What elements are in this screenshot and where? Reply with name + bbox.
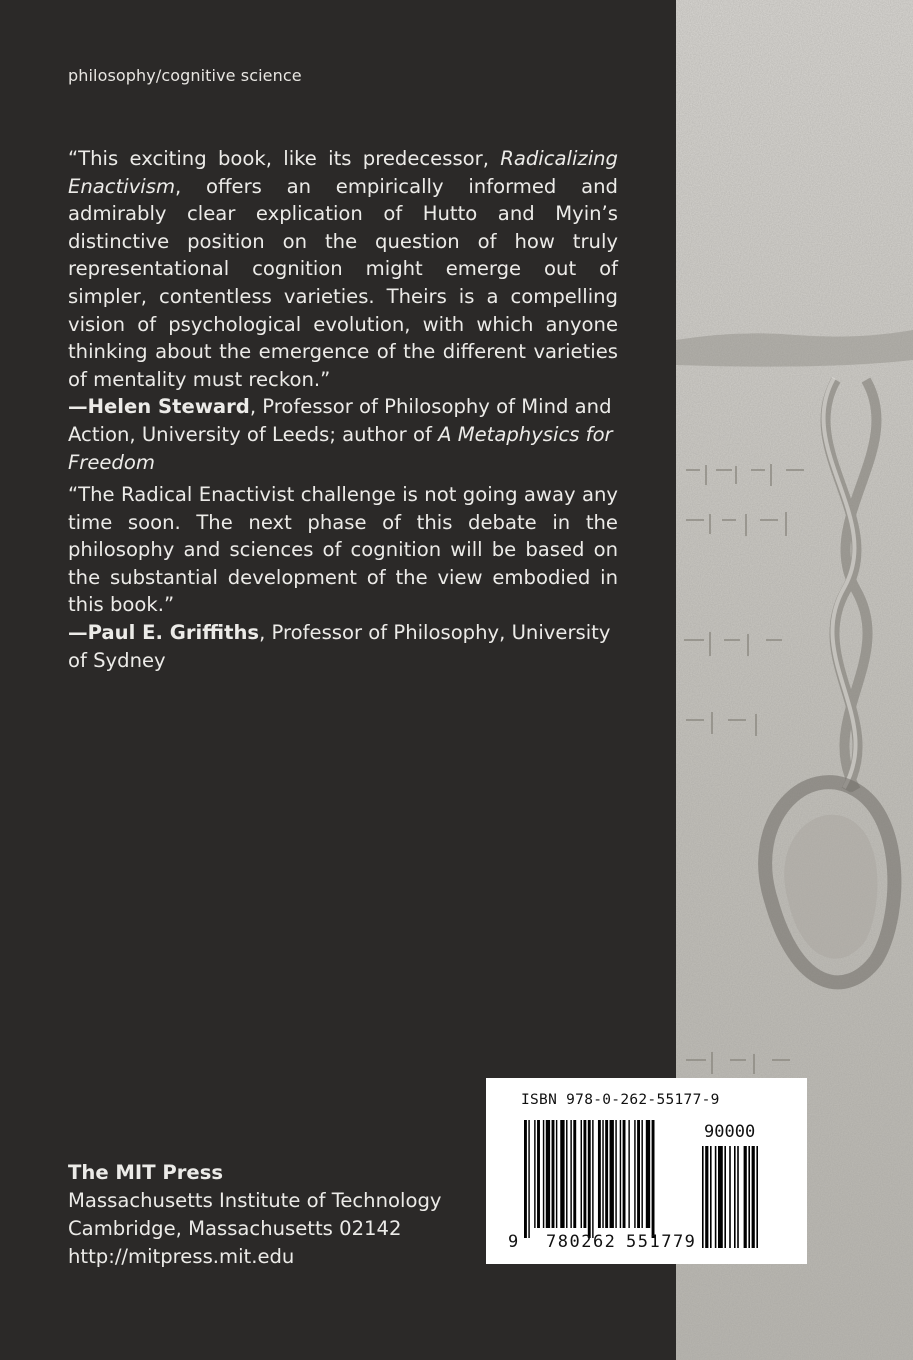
barcode-bar (641, 1120, 642, 1228)
isbn-barcode (486, 1078, 807, 1264)
addon-bar (715, 1146, 717, 1248)
addon-bar (724, 1146, 726, 1248)
quote-text: “The Radical Enactivist challenge is not going away any time soon. The next phase of this debate in the philosophy and sciences of cognition will be based on the substantial development of the view embodied in this book.” (68, 483, 618, 617)
addon-bar (705, 1146, 708, 1248)
addon-bar (718, 1146, 723, 1248)
barcode-bar (524, 1120, 527, 1238)
barcode-bar (560, 1120, 564, 1228)
review-quote-2 (68, 481, 618, 674)
review-quote-1 (68, 145, 618, 476)
barcode-bar (534, 1120, 535, 1228)
quote-title-italic: Radicalizing Enactivism (68, 147, 618, 198)
addon-bar (756, 1146, 758, 1248)
barcode-bar (628, 1120, 629, 1228)
barcode-bar (623, 1120, 626, 1228)
reviewer-name: —Helen Steward (68, 395, 250, 419)
barcode-bar (634, 1120, 635, 1228)
barcode-bar (528, 1120, 529, 1238)
barcode-bar (546, 1120, 550, 1228)
barcode-bar (552, 1120, 555, 1228)
barcode-bar (610, 1120, 614, 1228)
category-label: philosophy/cognitive science (68, 66, 302, 85)
addon-bar (710, 1146, 712, 1248)
addon-bar (737, 1146, 739, 1248)
quote-attribution (68, 619, 618, 674)
reviewer-affiliation: , Professor of Philosophy of Mind and Action, University of Leeds; author of (68, 395, 612, 446)
barcode-bar (620, 1120, 621, 1228)
barcode-bar (602, 1120, 603, 1228)
barcode-bar (570, 1120, 571, 1228)
barcode-bar (605, 1120, 608, 1228)
barcode-bar (566, 1120, 567, 1228)
addon-bar (748, 1146, 750, 1248)
reviewer-affiliation: , Professor of Philosophy, University of Sydney (68, 620, 611, 672)
ean-right-digits: 551779 (626, 1232, 697, 1252)
barcode-bar (646, 1120, 650, 1228)
publisher-info (68, 1159, 441, 1271)
reviewer-book-title: A Metaphysics for Freedom (68, 422, 613, 474)
barcode-bar (652, 1120, 655, 1238)
addon-bar (744, 1146, 747, 1248)
reviewer-name: —Paul E. Griffiths (68, 620, 260, 644)
barcode-bar (581, 1120, 582, 1228)
publisher-url: http://mitpress.mit.edu (68, 1245, 295, 1268)
barcode-bar (615, 1120, 616, 1228)
barcode-bar (592, 1120, 593, 1238)
barcode-bar (598, 1120, 601, 1228)
barcode-bar (543, 1120, 544, 1228)
price-code: 90000 (704, 1122, 756, 1142)
barcode-bar (588, 1120, 591, 1238)
publisher-address: Cambridge, Massachusetts 02142 (68, 1217, 402, 1240)
addon-bar (752, 1146, 755, 1248)
ean-first-digit: 9 (508, 1232, 519, 1252)
addon-bar (729, 1146, 731, 1248)
quote-attribution (68, 393, 618, 476)
barcode-bar (637, 1120, 640, 1228)
isbn-number: ISBN 978-0-262-55177-9 (521, 1092, 720, 1108)
barcode-bar (583, 1120, 586, 1228)
ean-left-digits: 780262 (546, 1232, 617, 1252)
addon-bar (702, 1146, 704, 1248)
publisher-institution: Massachusetts Institute of Technology (68, 1189, 442, 1212)
quote-text-continued: , offers an empirically informed and admirably clear explication of Hutto and Myin’s distinctive position on the question of how truly representational cognition might emerge out of simpler, contentless varieties. Theirs is a compelling vision of psychological evolution, with which anyone thinking about the emergence of the different varieties of mentality must reckon.” (68, 174, 618, 391)
publisher-name: The MIT Press (68, 1161, 224, 1184)
barcode-bar (556, 1120, 557, 1228)
quote-text: “This exciting book, like its predecessor, (68, 147, 501, 170)
barcode-bar (573, 1120, 576, 1228)
barcode-bar (537, 1120, 540, 1228)
addon-bar (734, 1146, 736, 1248)
